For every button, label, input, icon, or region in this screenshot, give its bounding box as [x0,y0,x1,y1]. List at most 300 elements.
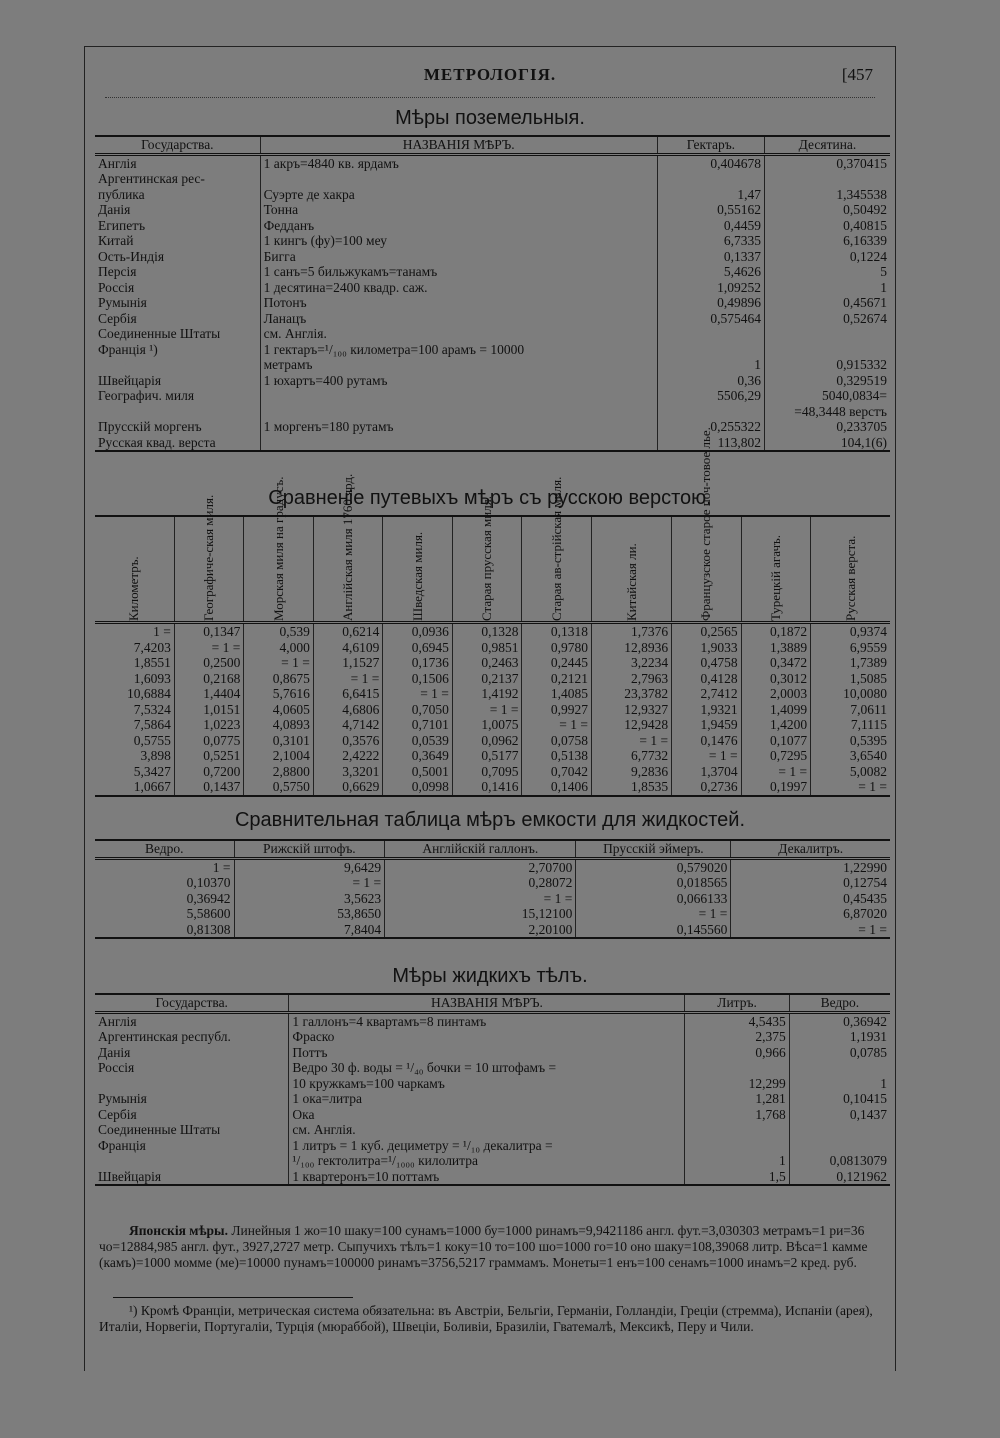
table-cell: 9,6429 [234,858,385,875]
column-header [244,476,314,623]
table-cell: см. Англія. [289,1122,685,1138]
table-cell: 1,0223 [174,717,244,733]
table-cell: Франція ¹) [98,341,158,357]
table-cell: 1 [764,280,890,296]
table-cell: 7,8404 [234,922,385,939]
table-cell: Сербія [98,1106,137,1122]
table-cell: Федданъ [260,218,657,234]
table-cell: 0,1347 [174,623,244,640]
column-header: НАЗВАНІЯ МѢРЪ. [260,136,657,154]
table-cell [789,1138,890,1154]
table-cell: 10 кружкамъ=100 чаркамъ [289,1076,685,1092]
table-cell: 2,7963 [591,671,671,687]
column-header: Гектаръ. [657,136,764,154]
table-cell: 0,5138 [522,748,592,764]
table-cell: 0,52674 [764,311,890,327]
table-cell: 1,4200 [741,717,811,733]
table-row [95,218,890,234]
column-header-text: Морская миля на градусъ. [270,476,286,621]
table-cell: 0,0775 [174,733,244,749]
table-cell: 1 санъ=5 бильжукамъ=танамъ [260,264,657,280]
table-cell: 1,09252 [657,280,764,296]
table-cell: 0,36 [657,373,764,389]
table-cell: 6,6415 [313,686,383,702]
column-header: Англійскій галлонъ. [385,840,576,858]
table-cell: Швейцарія [95,1169,289,1186]
table-cell: Румынія [98,1091,147,1106]
table-cell: Суэрте де хакра [260,187,657,203]
table-cell: 2,8800 [244,764,314,780]
table-cell: 0,7295 [741,748,811,764]
table-cell: 3,6540 [811,748,890,764]
table-cell: 0,575464 [657,311,764,327]
table-row [95,1107,890,1123]
table-cell: 0,0813079 [789,1153,890,1169]
table-cell: = 1 = [385,891,576,907]
table-cell: Ведро 30 ф. воды = ¹/₄₀ бочки = 10 штофамъ = [289,1060,685,1076]
column-header [591,516,671,623]
table-cell [95,357,260,373]
liquid-title: Мѣры жидкихъ тѣлъ. [392,965,588,987]
table-cell: = 1 = [672,748,742,764]
table-cell: 2,70700 [385,858,576,875]
table-cell: метрамъ [260,357,657,373]
table-cell: 0,145560 [576,922,731,939]
table-cell: 0,5755 [133,732,171,748]
table-row [95,1012,890,1029]
table-row [95,1138,890,1154]
column-header: Ведро. [95,840,234,858]
table-cell: 0,0758 [522,733,592,749]
footnote-rule [113,1297,353,1298]
table-cell: Китай [98,233,134,248]
table-cell: 0,329519 [764,373,890,389]
table-cell [685,1122,789,1138]
table-cell: 0,2565 [672,623,742,640]
table-cell: 0,1224 [764,249,890,265]
japan-text: Линейныя 1 жо=10 шаку=100 сунамъ=1000 бу=1000 ринамъ=9,9421186 англ. фут.=3,030303 метрамъ=1 ри=36 чо=12884,985 англ. фут., 3927,2727 метр. Сыпучихъ тѣлъ=1 коку=10 то=100 шо=1000 го=10 оно шаку=108,39068 литр. Вѣса=1 камме (камъ)=1000 момме (ме)=10000 пунамъ=100000 ринамъ=3756,5217 граммамъ. Монеты=1 енъ=100 сенамъ=1000 инамъ=2 кред. руб. [99,1223,868,1270]
table-cell: 0,915332 [764,357,890,373]
table-cell: 0,0936 [383,623,453,640]
table-cell: 113,802 [657,435,764,452]
table-cell: 0,066133 [576,891,731,907]
table-cell: 1,22990 [731,858,890,875]
table-cell: 5,3427 [133,763,171,779]
table-cell: Англія [98,1013,137,1029]
table-cell [260,404,657,420]
table-cell: Россія [98,1060,135,1075]
table-row [95,171,890,187]
table-cell: 0,6945 [383,640,453,656]
table-cell: Франція [98,1137,146,1153]
table-row [95,748,890,764]
table-row [95,342,890,358]
capacity-title: Сравнительная таблица мѣръ емкости для жидкостей. [234,809,746,831]
table-row [95,733,890,749]
column-header-text: Китайская ли. [623,543,639,621]
table-cell: 0,3576 [313,733,383,749]
table-cell: 4,000 [244,640,314,656]
table-cell: 0,5001 [383,764,453,780]
table-cell: 0,4128 [672,671,742,687]
table-cell: 1 кингъ (фу)=100 меу [260,233,657,249]
table-cell: 6,87020 [731,906,890,922]
column-header: Рижскій штофъ. [234,840,385,858]
column-header [741,516,811,623]
table-cell: 0,2500 [174,655,244,671]
table-cell: 2,375 [685,1029,789,1045]
table-cell: 6,7732 [591,748,671,764]
table-cell: 7,4203 [133,639,171,655]
table-cell: 0,1077 [741,733,811,749]
table-cell: Тонна [260,202,657,218]
table-row [95,922,890,939]
column-header: Ведро. [789,994,890,1012]
japan-label: Японскія мѣры. [129,1223,228,1238]
table-cell: Аргентинская рес- [98,171,205,186]
table-cell: 0,2137 [452,671,522,687]
table-cell: 0,6214 [313,623,383,640]
table-cell: 10,6884 [126,686,171,701]
table-cell: Румынія [98,295,147,310]
table-cell: 1,4192 [452,686,522,702]
table-cell: 0,404678 [657,154,764,171]
table-cell: 7,5864 [133,717,171,732]
table-cell: 1,1931 [789,1029,890,1045]
table-row [95,249,890,265]
table-cell: 1,5085 [811,671,890,687]
land-table [95,135,890,452]
table-cell: = 1 = [591,733,671,749]
roads-title: Сравненіе путевыхъ мѣръ съ русскою верстою. [268,487,712,509]
table-cell: 3,5623 [234,891,385,907]
table-row [95,623,890,640]
table-cell: = 1 = [576,906,731,922]
table-row [95,764,890,780]
table-cell: 0,6629 [313,779,383,796]
table-cell: 1 [685,1153,789,1169]
table-cell: 1,0667 [95,779,174,796]
table-cell: 0,36942 [186,890,231,906]
table-cell: Россія [98,279,135,295]
table-cell: Ока [289,1107,685,1123]
table-cell: 0,018565 [576,875,731,891]
table-cell: 1 ока=литра [289,1091,685,1107]
table-row [95,779,890,796]
table-row [95,404,890,420]
table-row [95,875,890,891]
table-cell: 0,55162 [657,202,764,218]
table-cell: Англія [98,155,137,171]
table-cell: 0,36942 [789,1012,890,1029]
table-row [95,357,890,373]
column-header [383,516,453,623]
table-cell: 1,9321 [672,702,742,718]
table-cell: 12,8936 [591,640,671,656]
table-cell: 1,1527 [313,655,383,671]
table-cell: 0,1437 [789,1107,890,1123]
table-cell: Данія [98,1044,131,1060]
table-cell: 3,3201 [313,764,383,780]
table-cell: Фраско [289,1029,685,1045]
table-cell: 5,0082 [811,764,890,780]
column-header-text: Старая прусская миля. [479,496,495,621]
table-cell [789,1060,890,1076]
column-header [313,473,383,623]
table-cell: 0,1476 [672,733,742,749]
table-cell [657,342,764,358]
table-cell: 0,3012 [741,671,811,687]
table-cell: 0,579020 [576,858,731,875]
table-cell: 1,47 [657,187,764,203]
table-row [95,1060,890,1076]
table-cell: Бигга [260,249,657,265]
table-cell: 0,0962 [452,733,522,749]
table-cell: 5,58600 [186,906,231,921]
table-cell: 0,7050 [383,702,453,718]
table-cell: = 1 = [244,655,314,671]
table-cell: 0,40815 [764,218,890,234]
table-row [95,686,890,702]
table-cell: см. Англія. [260,326,657,342]
table-cell: 0,233705 [764,419,890,435]
running-header [85,65,895,91]
column-header: Десятина. [764,136,890,154]
table-cell: 0,49896 [657,295,764,311]
table-cell: Поттъ [289,1045,685,1061]
table-cell: 1,345538 [764,187,890,203]
table-cell: 12,299 [685,1076,789,1092]
table-row [95,373,890,389]
table-row [95,388,890,404]
table-row [95,1029,890,1045]
table-cell: 5,7616 [244,686,314,702]
table-row [95,419,890,435]
table-cell: =48,3448 верстъ [764,404,890,420]
column-header [811,516,890,623]
table-cell: 1,3704 [672,764,742,780]
table-cell: 4,0605 [244,702,314,718]
column-header-text: Русская верста. [842,535,858,621]
table-cell: 2,4222 [313,748,383,764]
table-cell: Египетъ [98,217,146,233]
table-cell: = 1 = [234,875,385,891]
table-cell: 0,0785 [789,1045,890,1061]
table-cell: Соединенные Штаты [98,326,221,341]
table-cell: 1,7376 [591,623,671,640]
table-row [95,858,890,875]
table-cell: 1 акръ=4840 кв. ярдамъ [260,154,657,171]
capacity-table [95,839,890,939]
page [84,46,896,1371]
table-cell: 5040,0834= [764,388,890,404]
liquid-table [95,993,890,1186]
table-cell: 0,9374 [811,623,890,640]
table-cell: 10,0080 [811,686,890,702]
table-cell: Аргентинская республ. [98,1029,231,1044]
table-cell: 0,2121 [522,671,592,687]
table-cell: Данія [98,202,131,217]
table-cell: Швейцарія [98,372,162,388]
table-cell: 0,7095 [452,764,522,780]
table-row [95,202,890,218]
column-header-text: Географиче-ская миля. [201,494,217,621]
table-row [95,702,890,718]
table-row [95,1045,890,1061]
table-cell [685,1138,789,1154]
table-cell: 4,0893 [244,717,314,733]
table-cell: 53,8650 [234,906,385,922]
column-header: Государства. [95,136,260,154]
table-cell: 0,1872 [741,623,811,640]
table-cell: 7,0611 [811,702,890,718]
table-cell: 12,9428 [591,717,671,733]
table-row [95,187,890,203]
table-cell: 12,9327 [591,702,671,718]
table-cell: 0,10415 [789,1091,890,1107]
table-cell: 0,9780 [522,640,592,656]
table-row [95,295,890,311]
table-cell [657,171,764,187]
table-cell: 0,9927 [522,702,592,718]
table-cell: 0,7101 [383,717,453,733]
table-cell: 0,3101 [244,733,314,749]
table-cell: 0,12754 [731,875,890,891]
table-cell: 1 гектаръ=¹/₁₀₀ километра=100 арамъ = 10000 [260,342,657,358]
column-header: Прусскій эймеръ. [576,840,731,858]
column-header: НАЗВАНІЯ МѢРЪ. [289,994,685,1012]
table-cell: 0,5177 [452,748,522,764]
table-cell: 15,12100 [385,906,576,922]
table-cell: 0,0539 [383,733,453,749]
table-cell: 6,7335 [657,233,764,249]
table-cell: 0,539 [244,623,314,640]
table-cell: 0,1736 [383,655,453,671]
table-cell: 0,2463 [452,655,522,671]
table-cell: = 1 = [174,640,244,656]
table-cell: публика [98,186,145,202]
column-header: Декалитръ. [731,840,890,858]
table-cell: 0,10370 [186,875,231,890]
column-header-text: Километръ. [126,556,142,621]
table-cell: 1,8535 [591,779,671,796]
table-cell: 4,7142 [313,717,383,733]
table-cell [764,326,890,342]
table-cell: 2,1004 [244,748,314,764]
table-cell: Русская квад. верста [95,435,260,452]
table-cell: 3,2234 [591,655,671,671]
table-row [95,906,890,922]
table-cell: 0,81308 [95,922,234,939]
table-cell: 5506,29 [657,388,764,404]
table-cell: 23,3782 [591,686,671,702]
table-cell [764,342,890,358]
table-row [95,154,890,171]
table-cell: 0,5750 [244,779,314,796]
table-cell: 0,9851 [452,640,522,656]
table-cell: = 1 = [522,717,592,733]
header-rule [105,91,875,98]
table-cell: 4,5435 [685,1012,789,1029]
japan-note [99,1223,889,1271]
table-cell [657,404,764,420]
column-header: Литръ. [685,994,789,1012]
table-cell: 2,0003 [741,686,811,702]
table-row [95,435,890,452]
table-row [95,1091,890,1107]
column-header [174,494,244,623]
table-cell: = 1 = [452,702,522,718]
table-row [95,1153,890,1169]
table-cell: 0,28072 [385,875,576,891]
table-cell: 1,5 [685,1169,789,1186]
table-cell: 0,5251 [174,748,244,764]
table-cell: 0,7042 [522,764,592,780]
column-header: Государства. [95,994,289,1012]
table-cell [657,326,764,342]
table-cell: 1 [789,1076,890,1092]
table-cell: 0,255322 [657,419,764,435]
table-cell: 0,0998 [383,779,453,796]
table-cell: 1,0151 [174,702,244,718]
column-header-text: Французское старое поч-товое лье. [698,427,714,621]
column-header-text: Старая ав-стрійская миля. [548,476,564,621]
table-row [95,655,890,671]
table-cell: 0,8675 [244,671,314,687]
table-cell: 1 литръ = 1 куб. дециметру = ¹/₁₀ декалитра = [289,1138,685,1154]
column-header [452,496,522,623]
table-cell: 3,898 [140,748,171,763]
table-cell: 1,281 [685,1091,789,1107]
table-cell: 1 = [212,859,231,875]
table-cell: 7,5324 [133,701,171,717]
land-title: Мѣры поземельныя. [395,107,585,129]
table-cell: Персія [98,264,137,279]
table-cell: 0,2736 [672,779,742,796]
table-cell: 0,2445 [522,655,592,671]
table-cell [95,1076,289,1092]
table-cell: = 1 = [811,779,890,796]
column-header [522,476,592,623]
table-cell [764,171,890,187]
table-cell: 0,4758 [672,655,742,671]
table-cell: 0,1437 [174,779,244,796]
table-cell: 0,5395 [811,733,890,749]
table-cell: 1 моргенъ=180 рутамъ [260,419,657,435]
table-cell [260,435,657,452]
table-cell [685,1060,789,1076]
table-cell: 1,8551 [133,655,171,670]
table-cell: 0,1328 [452,623,522,640]
table-cell: 6,9559 [811,640,890,656]
table-cell: = 1 = [383,686,453,702]
table-cell: 0,1337 [657,249,764,265]
table-cell [95,1153,289,1169]
table-cell: Географич. миля [98,388,195,403]
table-cell: = 1 = [731,922,890,939]
column-header-text: Англійская миля 1760 ярд. [340,473,356,621]
table-cell: 1,9459 [672,717,742,733]
table-cell: 0,50492 [764,202,890,218]
table-cell: 1,7389 [811,655,890,671]
table-cell: 9,2836 [591,764,671,780]
table-row [95,891,890,907]
table-cell: 1,0075 [452,717,522,733]
table-cell: 1,6093 [133,670,171,686]
table-cell: 6,16339 [764,233,890,249]
table-cell: 0,4459 [657,218,764,234]
table-row [95,640,890,656]
